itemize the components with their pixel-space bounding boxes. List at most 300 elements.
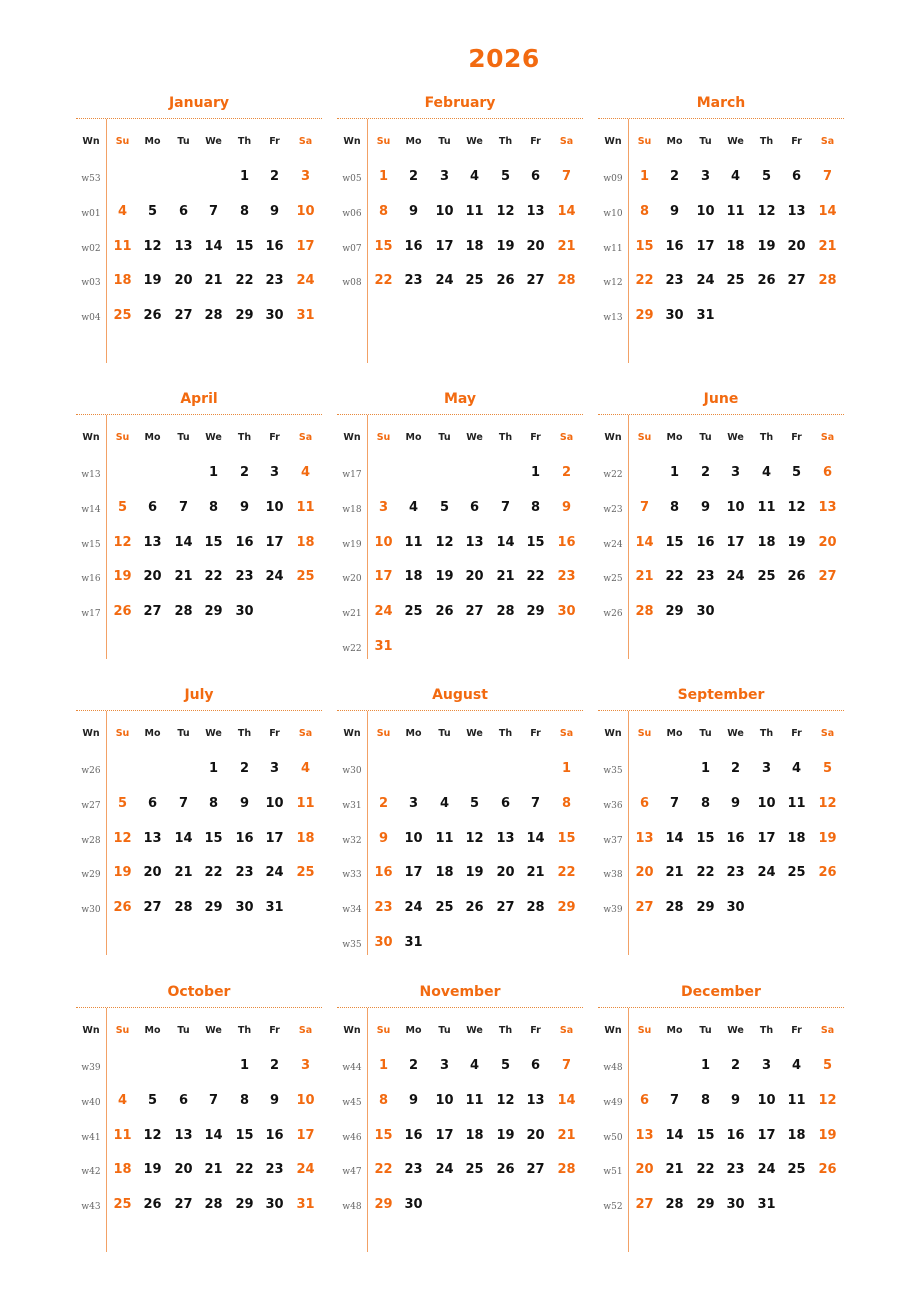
day-cell: 4 bbox=[300, 465, 311, 480]
day-cell: 2 bbox=[269, 1058, 280, 1073]
day-cell: 20 bbox=[465, 569, 484, 585]
day-cell: 11 bbox=[404, 534, 423, 550]
day-cell: 13 bbox=[174, 238, 193, 254]
day-cell: 16 bbox=[265, 1127, 284, 1143]
day-cell: 31 bbox=[296, 308, 315, 324]
day-cell: 25 bbox=[113, 1197, 132, 1213]
day-cell: 3 bbox=[700, 169, 711, 184]
day-cell: 3 bbox=[408, 795, 419, 811]
day-cell: 11 bbox=[465, 1092, 484, 1108]
day-cell: 21 bbox=[526, 865, 545, 881]
day-cell: 22 bbox=[635, 273, 654, 289]
weekday-header-we: We bbox=[466, 728, 483, 739]
weekday-header-we: We bbox=[466, 432, 483, 443]
weekday-header-wn: Wn bbox=[604, 136, 622, 147]
day-cell: 4 bbox=[117, 1092, 128, 1108]
day-cell: 18 bbox=[757, 534, 776, 550]
day-cell: 22 bbox=[204, 865, 223, 881]
day-cell: 22 bbox=[696, 865, 715, 881]
weekday-header-su: Su bbox=[115, 432, 130, 443]
day-cell: 12 bbox=[113, 830, 132, 846]
week-number: w16 bbox=[81, 574, 101, 585]
day-cell: 14 bbox=[665, 1127, 684, 1143]
week-number: w04 bbox=[81, 313, 101, 324]
day-cell: 14 bbox=[665, 830, 684, 846]
day-cell: 28 bbox=[526, 900, 545, 916]
day-cell: 12 bbox=[818, 795, 837, 811]
day-cell: 8 bbox=[700, 1092, 711, 1108]
day-cell: 18 bbox=[113, 273, 132, 289]
day-cell: 20 bbox=[496, 865, 515, 881]
day-cell: 30 bbox=[374, 935, 393, 950]
day-cell: 20 bbox=[143, 865, 162, 881]
day-cell: 26 bbox=[143, 1197, 162, 1213]
day-cell: 24 bbox=[265, 865, 284, 881]
month-october bbox=[76, 981, 322, 1269]
month-july bbox=[76, 684, 322, 972]
day-cell: 12 bbox=[496, 1092, 515, 1108]
month-divider bbox=[598, 414, 844, 415]
day-cell: 9 bbox=[730, 1092, 741, 1108]
day-cell: 24 bbox=[757, 865, 776, 881]
weekday-header-sa: Sa bbox=[820, 1025, 835, 1036]
weekday-header-sa: Sa bbox=[298, 1025, 313, 1036]
week-number: w13 bbox=[603, 313, 623, 324]
day-cell: 28 bbox=[665, 1197, 684, 1213]
day-cell: 1 bbox=[700, 761, 711, 776]
day-cell: 7 bbox=[639, 499, 650, 515]
weekday-header-wn: Wn bbox=[604, 432, 622, 443]
week-number: w41 bbox=[81, 1132, 101, 1143]
month-february bbox=[337, 92, 583, 380]
day-cell: 3 bbox=[378, 499, 389, 515]
weekday-header-fr: Fr bbox=[269, 1025, 280, 1036]
week-number: w37 bbox=[603, 835, 623, 846]
day-cell: 16 bbox=[557, 534, 576, 550]
month-january bbox=[76, 92, 322, 380]
day-cell: 30 bbox=[404, 1197, 423, 1213]
day-cell: 3 bbox=[269, 761, 280, 776]
month-name: February bbox=[424, 95, 496, 111]
month-name: December bbox=[681, 984, 761, 1000]
day-cell: 28 bbox=[204, 308, 223, 324]
day-cell: 23 bbox=[265, 1162, 284, 1178]
week-number: w32 bbox=[342, 835, 362, 846]
day-cell: 15 bbox=[374, 1127, 393, 1143]
day-cell: 12 bbox=[787, 499, 806, 515]
day-cell: 6 bbox=[791, 169, 802, 184]
weekday-header-sa: Sa bbox=[820, 432, 835, 443]
week-number: w27 bbox=[81, 800, 101, 811]
weekday-header-fr: Fr bbox=[791, 432, 802, 443]
day-cell: 1 bbox=[239, 1058, 250, 1073]
day-cell: 21 bbox=[174, 865, 193, 881]
week-number: w30 bbox=[81, 905, 101, 916]
day-cell: 21 bbox=[818, 238, 837, 254]
day-cell: 22 bbox=[374, 273, 393, 289]
day-cell: 4 bbox=[469, 169, 480, 184]
week-number: w15 bbox=[81, 539, 101, 550]
week-number: w36 bbox=[603, 800, 623, 811]
month-divider bbox=[76, 1007, 322, 1008]
day-cell: 18 bbox=[726, 238, 745, 254]
weekday-header-tu: Tu bbox=[438, 136, 451, 147]
weekday-header-mo: Mo bbox=[144, 728, 161, 739]
day-cell: 7 bbox=[669, 1092, 680, 1108]
month-may bbox=[337, 388, 583, 676]
weekday-header-sa: Sa bbox=[559, 432, 574, 443]
day-cell: 9 bbox=[669, 203, 680, 219]
day-cell: 29 bbox=[204, 900, 223, 916]
day-cell: 8 bbox=[239, 1092, 250, 1108]
day-cell: 29 bbox=[526, 604, 545, 620]
day-cell: 7 bbox=[500, 499, 511, 515]
weekday-header-sa: Sa bbox=[820, 136, 835, 147]
day-cell: 26 bbox=[818, 865, 837, 881]
day-cell: 1 bbox=[669, 465, 680, 480]
weekday-header-tu: Tu bbox=[438, 1025, 451, 1036]
day-cell: 7 bbox=[561, 1058, 572, 1073]
day-cell: 26 bbox=[818, 1162, 837, 1178]
day-cell: 15 bbox=[374, 238, 393, 254]
day-cell: 6 bbox=[530, 169, 541, 184]
week-number: w17 bbox=[342, 470, 362, 480]
weekday-header-sa: Sa bbox=[298, 432, 313, 443]
day-cell: 27 bbox=[818, 569, 837, 585]
day-cell: 30 bbox=[265, 1197, 284, 1213]
day-cell: 2 bbox=[700, 465, 711, 480]
day-cell: 15 bbox=[696, 1127, 715, 1143]
day-cell: 24 bbox=[296, 273, 315, 289]
day-cell: 19 bbox=[496, 1127, 515, 1143]
day-cell: 7 bbox=[530, 795, 541, 811]
day-cell: 14 bbox=[526, 830, 545, 846]
weekday-header-mo: Mo bbox=[405, 728, 422, 739]
weekday-header-su: Su bbox=[637, 1025, 652, 1036]
day-cell: 14 bbox=[496, 534, 515, 550]
day-cell: 20 bbox=[818, 534, 837, 550]
weekday-header-tu: Tu bbox=[438, 728, 451, 739]
day-cell: 17 bbox=[726, 534, 745, 550]
day-cell: 13 bbox=[635, 1127, 654, 1143]
day-cell: 5 bbox=[500, 169, 511, 184]
weekday-header-tu: Tu bbox=[699, 136, 712, 147]
week-number: w17 bbox=[81, 609, 101, 620]
day-cell: 15 bbox=[235, 1127, 254, 1143]
day-cell: 2 bbox=[408, 169, 419, 184]
day-cell: 22 bbox=[374, 1162, 393, 1178]
day-cell: 18 bbox=[113, 1162, 132, 1178]
day-cell: 19 bbox=[465, 865, 484, 881]
day-cell: 1 bbox=[239, 169, 250, 184]
week-number: w47 bbox=[342, 1167, 362, 1178]
weekday-header-we: We bbox=[727, 1025, 744, 1036]
day-cell: 17 bbox=[265, 830, 284, 846]
weekday-header-wn: Wn bbox=[604, 1025, 622, 1036]
week-number: w03 bbox=[81, 278, 101, 289]
weekday-header-fr: Fr bbox=[269, 728, 280, 739]
day-cell: 29 bbox=[374, 1197, 393, 1213]
weekday-header-we: We bbox=[205, 728, 222, 739]
day-cell: 12 bbox=[113, 534, 132, 550]
month-november bbox=[337, 981, 583, 1269]
week-number: w08 bbox=[342, 278, 362, 289]
month-divider bbox=[598, 710, 844, 711]
day-cell: 10 bbox=[696, 203, 715, 219]
day-cell: 13 bbox=[496, 830, 515, 846]
day-cell: 3 bbox=[439, 1058, 450, 1073]
day-cell: 1 bbox=[378, 169, 389, 184]
day-cell: 5 bbox=[117, 499, 128, 515]
day-cell: 1 bbox=[561, 761, 572, 776]
weekday-header-sa: Sa bbox=[559, 1025, 574, 1036]
day-cell: 3 bbox=[730, 465, 741, 480]
day-cell: 5 bbox=[147, 1092, 158, 1108]
month-divider bbox=[337, 710, 583, 711]
day-cell: 27 bbox=[526, 273, 545, 289]
day-cell: 1 bbox=[700, 1058, 711, 1073]
day-cell: 14 bbox=[174, 534, 193, 550]
day-cell: 5 bbox=[117, 795, 128, 811]
day-cell: 19 bbox=[143, 273, 162, 289]
month-name: May bbox=[443, 391, 477, 407]
week-number: w29 bbox=[81, 870, 101, 881]
day-cell: 10 bbox=[265, 499, 284, 515]
day-cell: 21 bbox=[665, 1162, 684, 1178]
weekday-header-wn: Wn bbox=[82, 728, 100, 739]
day-cell: 22 bbox=[696, 1162, 715, 1178]
day-cell: 16 bbox=[726, 1127, 745, 1143]
weekday-header-mo: Mo bbox=[666, 728, 683, 739]
day-cell: 26 bbox=[113, 900, 132, 916]
day-cell: 27 bbox=[174, 308, 193, 324]
day-cell: 28 bbox=[818, 273, 837, 289]
day-cell: 7 bbox=[561, 169, 572, 184]
week-number: w18 bbox=[342, 504, 362, 515]
day-cell: 4 bbox=[761, 465, 772, 480]
weekday-header-sa: Sa bbox=[559, 728, 574, 739]
day-cell: 30 bbox=[726, 1197, 745, 1213]
weekday-header-th: Th bbox=[498, 1025, 513, 1036]
week-number: w49 bbox=[603, 1097, 623, 1108]
day-cell: 15 bbox=[526, 534, 545, 550]
week-number: w22 bbox=[603, 470, 623, 480]
day-cell: 22 bbox=[526, 569, 545, 585]
weekday-header-tu: Tu bbox=[699, 432, 712, 443]
day-cell: 23 bbox=[404, 1162, 423, 1178]
day-cell: 6 bbox=[147, 499, 158, 515]
weekday-header-tu: Tu bbox=[177, 136, 190, 147]
day-cell: 7 bbox=[669, 795, 680, 811]
day-cell: 16 bbox=[726, 830, 745, 846]
weekday-header-fr: Fr bbox=[530, 136, 541, 147]
week-number: w45 bbox=[342, 1097, 362, 1108]
day-cell: 25 bbox=[404, 604, 423, 620]
day-cell: 4 bbox=[300, 761, 311, 776]
month-name: January bbox=[168, 95, 230, 111]
weekday-header-th: Th bbox=[237, 728, 252, 739]
week-number: w25 bbox=[603, 574, 623, 585]
weekday-header-we: We bbox=[466, 1025, 483, 1036]
day-cell: 6 bbox=[178, 1092, 189, 1108]
day-cell: 25 bbox=[465, 1162, 484, 1178]
day-cell: 18 bbox=[296, 534, 315, 550]
day-cell: 10 bbox=[296, 203, 315, 219]
weekday-header-we: We bbox=[727, 432, 744, 443]
week-number: w01 bbox=[81, 208, 101, 219]
day-cell: 8 bbox=[378, 1092, 389, 1108]
month-june bbox=[598, 388, 844, 676]
day-cell: 7 bbox=[178, 499, 189, 515]
day-cell: 16 bbox=[235, 534, 254, 550]
month-august bbox=[337, 684, 583, 972]
day-cell: 18 bbox=[465, 1127, 484, 1143]
day-cell: 1 bbox=[378, 1058, 389, 1073]
month-divider bbox=[598, 118, 844, 119]
week-number: w09 bbox=[603, 174, 623, 184]
day-cell: 19 bbox=[818, 1127, 837, 1143]
day-cell: 2 bbox=[239, 465, 250, 480]
day-cell: 15 bbox=[635, 238, 654, 254]
month-name: March bbox=[696, 95, 746, 111]
day-cell: 3 bbox=[761, 761, 772, 776]
day-cell: 21 bbox=[204, 273, 223, 289]
day-cell: 27 bbox=[526, 1162, 545, 1178]
day-cell: 7 bbox=[178, 795, 189, 811]
day-cell: 6 bbox=[147, 795, 158, 811]
weekday-header-we: We bbox=[205, 432, 222, 443]
day-cell: 22 bbox=[235, 1162, 254, 1178]
day-cell: 21 bbox=[665, 865, 684, 881]
day-cell: 10 bbox=[404, 830, 423, 846]
day-cell: 11 bbox=[113, 238, 132, 254]
weekday-header-su: Su bbox=[637, 136, 652, 147]
day-cell: 31 bbox=[296, 1197, 315, 1213]
day-cell: 26 bbox=[465, 900, 484, 916]
week-number: w07 bbox=[342, 243, 362, 254]
day-cell: 11 bbox=[787, 1092, 806, 1108]
day-cell: 5 bbox=[761, 169, 772, 184]
weekday-header-th: Th bbox=[498, 432, 513, 443]
week-number: w02 bbox=[81, 243, 101, 254]
day-cell: 6 bbox=[822, 465, 833, 480]
week-number: w31 bbox=[342, 800, 362, 811]
month-divider bbox=[337, 1007, 583, 1008]
day-cell: 4 bbox=[408, 499, 419, 515]
day-cell: 8 bbox=[561, 795, 572, 811]
month-december bbox=[598, 981, 844, 1269]
day-cell: 11 bbox=[465, 203, 484, 219]
day-cell: 29 bbox=[696, 900, 715, 916]
weekday-header-fr: Fr bbox=[530, 1025, 541, 1036]
day-cell: 26 bbox=[496, 273, 515, 289]
day-cell: 27 bbox=[787, 273, 806, 289]
day-cell: 14 bbox=[174, 830, 193, 846]
day-cell: 4 bbox=[791, 761, 802, 776]
weekday-header-tu: Tu bbox=[177, 728, 190, 739]
weekday-header-fr: Fr bbox=[269, 136, 280, 147]
day-cell: 25 bbox=[296, 569, 315, 585]
weekday-header-mo: Mo bbox=[666, 136, 683, 147]
weekday-header-fr: Fr bbox=[791, 136, 802, 147]
week-number: w06 bbox=[342, 208, 362, 219]
day-cell: 28 bbox=[557, 1162, 576, 1178]
day-cell: 4 bbox=[439, 795, 450, 811]
day-cell: 25 bbox=[296, 865, 315, 881]
day-cell: 26 bbox=[435, 604, 454, 620]
day-cell: 7 bbox=[208, 203, 219, 219]
day-cell: 2 bbox=[669, 169, 680, 184]
day-cell: 30 bbox=[726, 900, 745, 916]
day-cell: 26 bbox=[757, 273, 776, 289]
day-cell: 28 bbox=[496, 604, 515, 620]
week-number: w50 bbox=[603, 1132, 623, 1143]
day-cell: 23 bbox=[557, 569, 576, 585]
day-cell: 5 bbox=[822, 761, 833, 776]
day-cell: 16 bbox=[235, 830, 254, 846]
day-cell: 25 bbox=[787, 1162, 806, 1178]
day-cell: 19 bbox=[757, 238, 776, 254]
day-cell: 30 bbox=[696, 604, 715, 620]
week-number: w12 bbox=[603, 278, 623, 289]
day-cell: 27 bbox=[496, 900, 515, 916]
day-cell: 11 bbox=[435, 830, 454, 846]
weekday-header-mo: Mo bbox=[405, 136, 422, 147]
day-cell: 30 bbox=[235, 900, 254, 916]
weekday-header-su: Su bbox=[376, 136, 391, 147]
day-cell: 25 bbox=[465, 273, 484, 289]
day-cell: 29 bbox=[235, 1197, 254, 1213]
weekday-header-th: Th bbox=[759, 136, 774, 147]
day-cell: 5 bbox=[147, 203, 158, 219]
day-cell: 9 bbox=[408, 1092, 419, 1108]
day-cell: 2 bbox=[239, 761, 250, 776]
day-cell: 1 bbox=[530, 465, 541, 480]
weekday-header-wn: Wn bbox=[343, 136, 361, 147]
day-cell: 28 bbox=[174, 604, 193, 620]
day-cell: 20 bbox=[143, 569, 162, 585]
month-april bbox=[76, 388, 322, 676]
day-cell: 9 bbox=[239, 795, 250, 811]
day-cell: 3 bbox=[439, 169, 450, 184]
week-number: w53 bbox=[81, 174, 101, 184]
day-cell: 4 bbox=[469, 1058, 480, 1073]
day-cell: 8 bbox=[530, 499, 541, 515]
day-cell: 21 bbox=[557, 1127, 576, 1143]
weekday-header-we: We bbox=[466, 136, 483, 147]
day-cell: 21 bbox=[204, 1162, 223, 1178]
week-number: w48 bbox=[603, 1063, 623, 1073]
day-cell: 8 bbox=[378, 203, 389, 219]
day-cell: 6 bbox=[178, 203, 189, 219]
day-cell: 5 bbox=[822, 1058, 833, 1073]
day-cell: 30 bbox=[265, 308, 284, 324]
day-cell: 22 bbox=[665, 569, 684, 585]
weekday-header-su: Su bbox=[376, 728, 391, 739]
weekday-header-su: Su bbox=[376, 1025, 391, 1036]
day-cell: 11 bbox=[296, 795, 315, 811]
day-cell: 9 bbox=[700, 499, 711, 515]
week-number: w05 bbox=[342, 174, 362, 184]
day-cell: 14 bbox=[557, 203, 576, 219]
weekday-header-wn: Wn bbox=[82, 432, 100, 443]
day-cell: 31 bbox=[265, 900, 284, 916]
day-cell: 6 bbox=[500, 795, 511, 811]
day-cell: 9 bbox=[730, 795, 741, 811]
week-number: w26 bbox=[81, 766, 101, 776]
day-cell: 2 bbox=[730, 761, 741, 776]
day-cell: 2 bbox=[730, 1058, 741, 1073]
